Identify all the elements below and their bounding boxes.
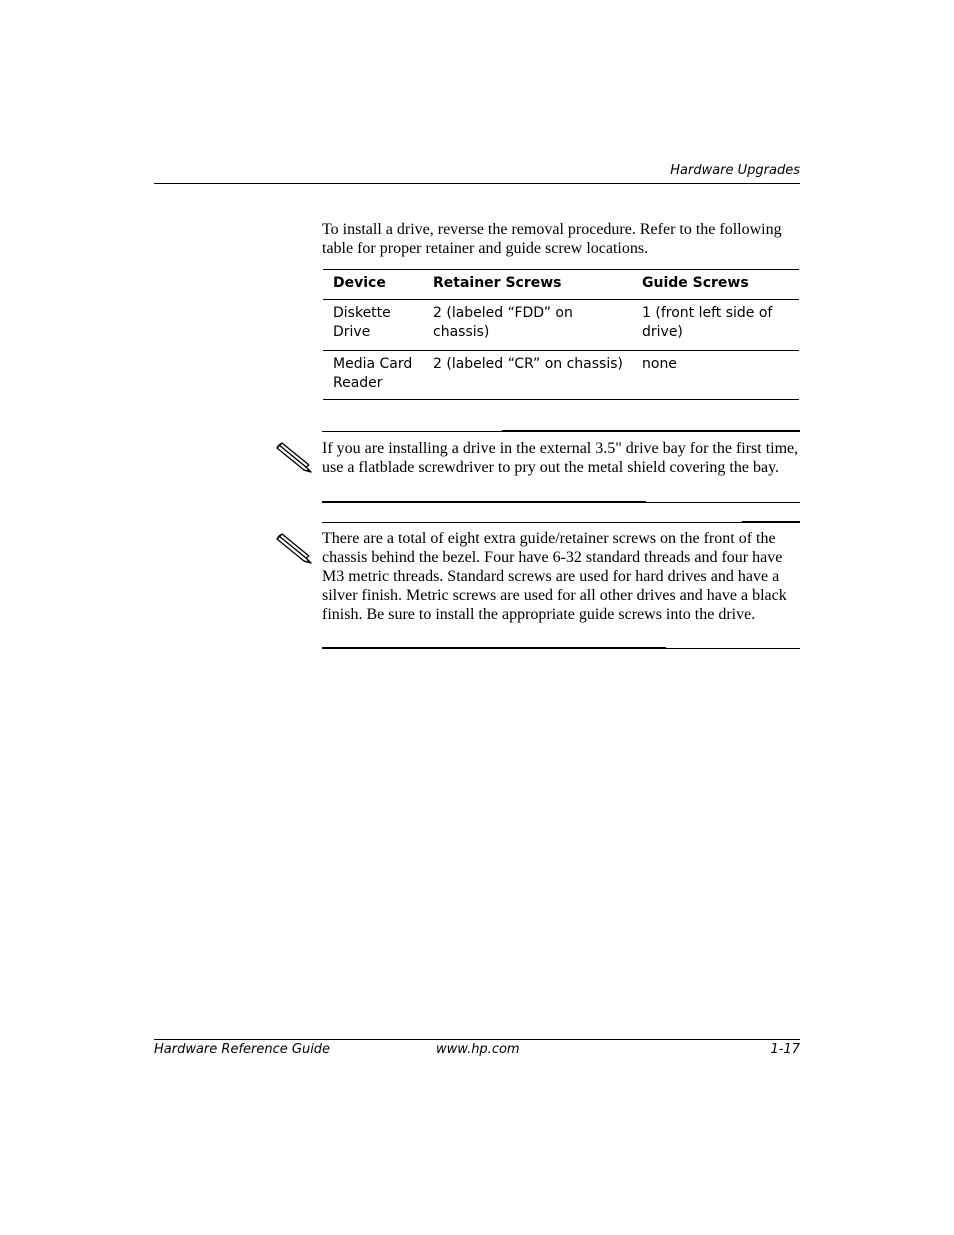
footer-guide-title: Hardware Reference Guide (154, 1042, 331, 1057)
running-header: Hardware Upgrades (670, 163, 800, 178)
table-cell-retainer-screws: 2 (labeled “FDD” on chassis) (423, 300, 632, 351)
table-cell-guide-screws: none (632, 351, 799, 400)
table-cell-device: Diskette Drive (323, 300, 423, 351)
column-header-guide-screws: Guide Screws (632, 270, 799, 300)
header-rule (154, 183, 800, 184)
table-row (323, 300, 799, 351)
pencil-note-icon (276, 441, 314, 475)
column-header-retainer-screws: Retainer Screws (423, 270, 632, 300)
screw-locations-table (323, 269, 799, 400)
table-cell-retainer-screws: 2 (labeled “CR” on chassis) (423, 351, 632, 400)
intro-paragraph: To install a drive, reverse the removal procedure. Refer to the following table for proper retainer and guide screw locations. (322, 221, 782, 257)
table-row (323, 351, 799, 400)
table-cell-device: Media Card Reader (323, 351, 423, 400)
table-cell-guide-screws: 1 (front left side of drive) (632, 300, 799, 351)
table-header-row (323, 270, 799, 300)
pencil-note-icon (276, 532, 314, 566)
footer-website: www.hp.com (436, 1042, 520, 1057)
note-text: There are a total of eight extra guide/retainer screws on the front of the chassis behind the bezel. Four have 6-32 standard threads and four have M3 metric threads. Standard screws are used for hard drives and have a silver finish. Metric screws are used for all other drives and have a black finish. Be sure to install the appropriate guide screws into the drive. (322, 530, 787, 623)
footer-rule (154, 1039, 800, 1040)
column-header-device: Device (323, 270, 423, 300)
note-text: If you are installing a drive in the external 3.5" drive bay for the first time, use a flatblade screwdriver to pry out the metal shield covering the bay. (322, 440, 799, 476)
footer-page-number: 1-17 (770, 1042, 800, 1057)
